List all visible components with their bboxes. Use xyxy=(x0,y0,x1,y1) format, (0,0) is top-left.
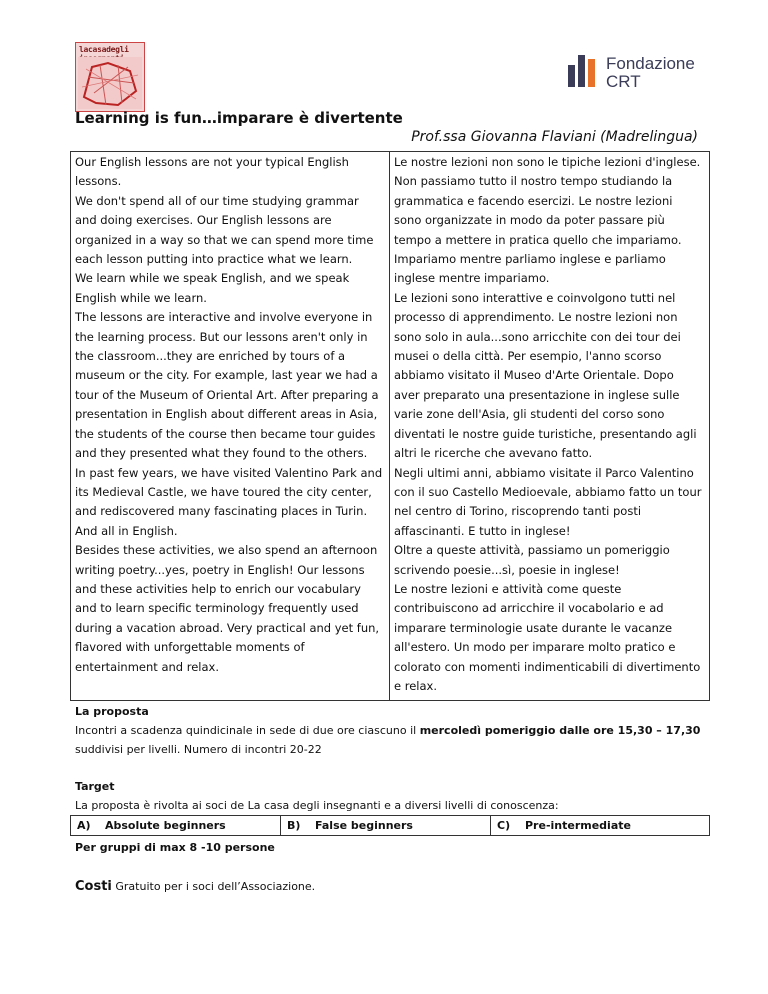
costi-label: Costi xyxy=(75,879,112,894)
english-column: Our English lessons are not your typical English lessons. We don't spend all of our time studying grammar and doing exercises. Our English lessons are organized in a way so that we can spend more time each lesson putting into practice what we learn. We learn while we speak English, and we speak English while we learn. The lessons are interactive and involve everyone in the learning process. But our lessons aren't only in the classroom...they are enriched by tours of a museum or the city. For example, last year we had a tour of the Museum of Oriental Art. After preparing a presentation in English about different areas in Asia, the students of the course then became tour guides and they presented what they found to the others. In past few years, we have visited Valentino Park and its Medieval Castle, we have toured the city center, and rediscovered many fascinating places in Turin. And all in English. Besides these activities, we also spend an afternoon writing poetry...yes, poetry in English! Our lessons and these activities help to enrich our vocabulary and to learn specific terminology frequently used during a vacation abroad. Very practical and yet fun, flavored with unforgettable moments of entertainment and relax. xyxy=(71,152,390,700)
proposta-text xyxy=(75,721,715,759)
author: Prof.ssa Giovanna Flaviani (Madrelingua) xyxy=(411,129,698,145)
crt-mark-icon xyxy=(568,55,598,91)
level-letter: B) xyxy=(287,819,301,832)
proposta-text-before: Incontri a scadenza quindicinale in sede di due ore ciascuno il xyxy=(75,724,420,737)
costi-section xyxy=(75,877,715,896)
group-size: Per gruppi di max 8 -10 persone xyxy=(75,841,275,854)
logo-left-text: lacasadegli xyxy=(79,45,129,54)
target-section xyxy=(75,777,715,815)
costi-text: Gratuito per i soci dell’Associazione. xyxy=(111,880,316,893)
bilingual-text-box xyxy=(70,151,710,701)
fondazione-crt-logo xyxy=(568,55,698,95)
level-label: Absolute beginners xyxy=(105,819,226,832)
levels-table xyxy=(70,815,710,836)
page-title: Learning is fun…imparare è divertente xyxy=(75,109,403,127)
level-cell-c xyxy=(491,816,709,835)
target-heading: Target xyxy=(75,780,115,793)
proposta-section xyxy=(75,702,715,759)
italian-column: Le nostre lezioni non sono le tipiche lezioni d'inglese. Non passiamo tutto il nostro tempo studiando la grammatica e facendo esercizi. Le nostre lezioni sono organizzate in modo da poter passare più tempo a mettere in pratica quello che impariamo. Impariamo mentre parliamo inglese e parliamo inglese mentre impariamo. Le lezioni sono interattive e coinvolgono tutti nel processo di apprendimento. Le nostre lezioni non sono solo in aula...sono arricchite con dei tour dei musei o della città. Per esempio, l'anno scorso abbiamo visitato il Museo d'Arte Orientale. Dopo aver preparato una presentazione in inglese sulle varie zone dell'Asia, gli studenti del corso sono diventati le nostre guide turistiche, presentando agli altri le ricerche che avevano fatto. Negli ultimi anni, abbiamo visitate il Parco Valentino con il suo Castello Medioevale, abbiamo fatto un tour nel centro di Torino, riscoprendo tanti posti affascinanti. E tutto in inglese! Oltre a queste attività, passiamo un pomeriggio scrivendo poesie...sì, poesie in inglese! Le nostre lezioni e attività come queste contribuiscono ad arricchire il vocabolario e ad imparare terminologie usate durante le vacanze all'estero. Un modo per imparare molto pratico e colorato con momenti indimenticabili di divertimento e relax. xyxy=(394,155,702,693)
level-letter: A) xyxy=(77,819,91,832)
level-letter: C) xyxy=(497,819,511,832)
level-cell-b xyxy=(281,816,491,835)
target-text: La proposta è rivolta ai soci de La casa degli insegnanti e a diversi livelli di conoscenza: xyxy=(75,799,559,812)
level-label: Pre-intermediate xyxy=(525,819,631,832)
city-map-icon xyxy=(78,57,142,109)
crt-name xyxy=(606,55,695,91)
level-label: False beginners xyxy=(315,819,413,832)
proposta-heading: La proposta xyxy=(75,705,149,718)
crt-name-line1: Fondazione xyxy=(606,54,695,73)
proposta-text-bold: mercoledì pomeriggio dalle ore 15,30 – 17,30 xyxy=(419,724,701,737)
proposta-text-after: suddivisi per livelli. Numero di incontri 20-22 xyxy=(75,743,322,756)
level-cell-a xyxy=(71,816,281,835)
crt-name-line2: CRT xyxy=(606,72,641,91)
casa-insegnanti-logo xyxy=(75,42,145,112)
